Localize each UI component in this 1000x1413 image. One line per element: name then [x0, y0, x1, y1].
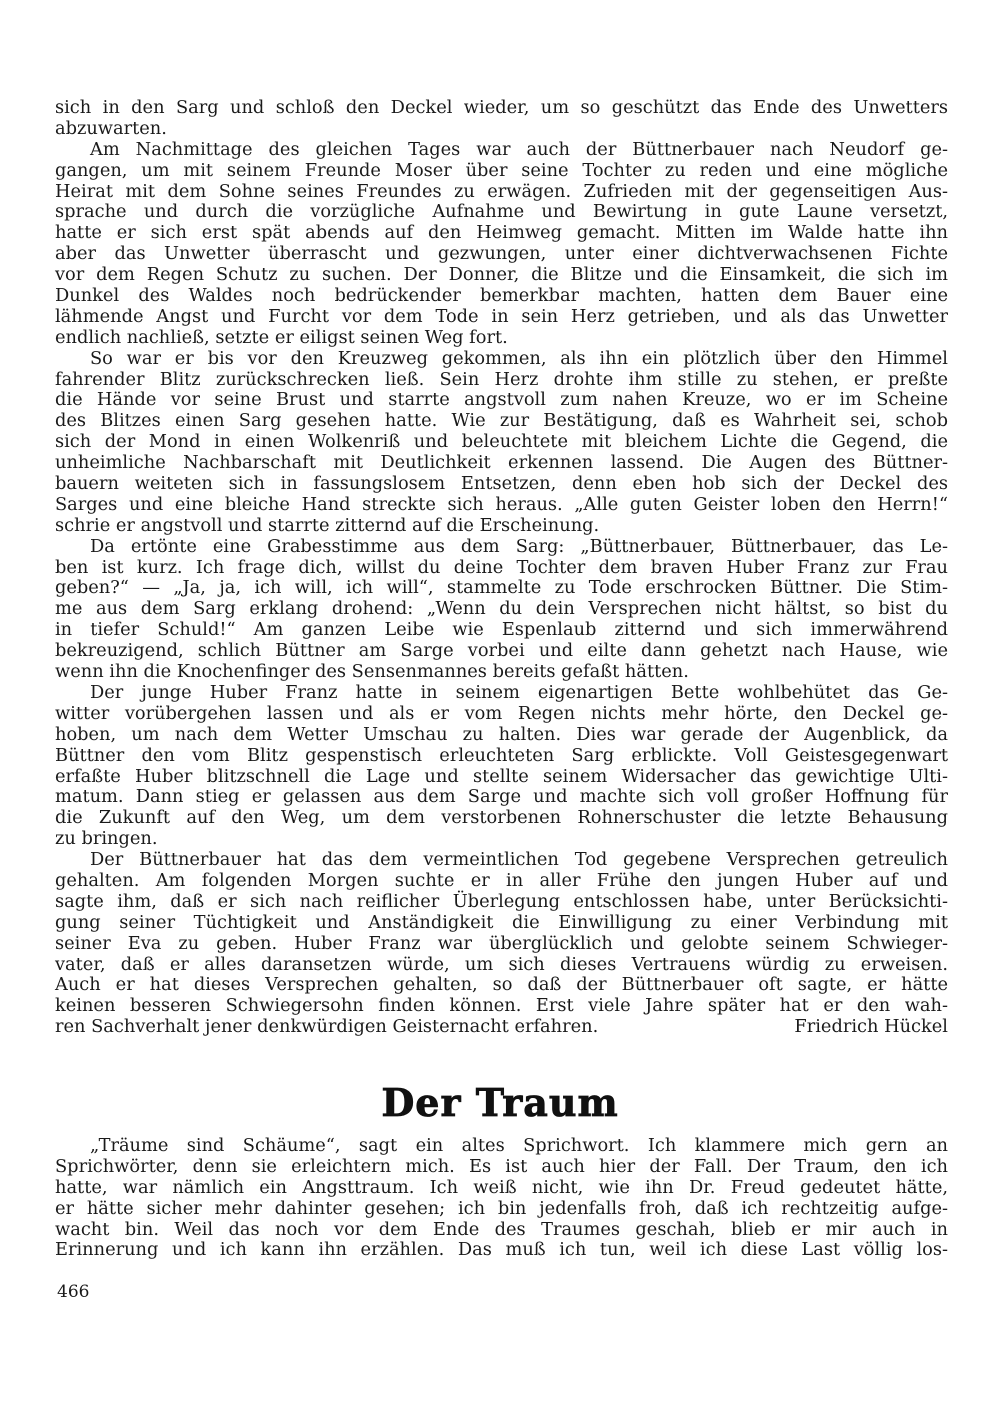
text-line: unheimliche Nachbarschaft mit Deutlichkeit erkennen lassend. Die Augen des Büttner- — [55, 452, 948, 474]
text-line: Sprichwörter, denn sie erleichtern mich. Es ist auch hier der Fall. Der Traum, den ich — [55, 1155, 948, 1177]
text-line: keinen besseren Schwiegersohn finden können. Erst viele Jahre später hat er den wah- — [55, 995, 948, 1017]
text-line: Am Nachmittage des gleichen Tages war auch der Büttnerbauer nach Neudorf ge- — [90, 138, 948, 160]
text-line: hatte er sich erst spät abends auf den Heimweg gemacht. Mitten im Walde hatte ihn — [55, 222, 948, 244]
text-line: wacht bin. Weil das noch vor dem Ende des Traumes geschah, blieb er mir auch in — [55, 1218, 948, 1240]
text-line: witter vorübergehen lassen und als er vom Regen nichts mehr hörte, den Deckel ge- — [55, 702, 948, 724]
section-title: Der Traum — [381, 1080, 619, 1125]
text-line: Auch er hat dieses Versprechen gehalten, so daß der Büttnerbauer oft sagte, er hätte — [55, 974, 948, 996]
text-line: sprache und durch die vorzügliche Aufnahme und Bewirtung in gute Laune versetzt, — [55, 201, 948, 223]
page-number: 466 — [57, 1282, 90, 1302]
text-line: schrie er angstvoll und starrte zitternd auf die Erscheinung. — [55, 514, 600, 536]
text-line: endlich nachließ, setzte er eiligst seinen Weg fort. — [55, 326, 508, 348]
text-line: die Zukunft auf den Weg, um dem verstorbenen Rohnerschuster die letzte Behausung — [55, 807, 948, 829]
text-line: „Träume sind Schäume“, sagt ein altes Sprichwort. Ich klammere mich gern an — [90, 1135, 948, 1156]
text-line: er hätte sicher mehr dahinter gesehen; ich bin jedenfalls froh, daß ich rechtzeitig aufge- — [55, 1197, 948, 1219]
signature-line — [55, 1017, 948, 1038]
text-line: bekreuzigend, schlich Büttner am Sarge vorbei und eilte dann gehetzt nach Hause, wie — [55, 640, 948, 662]
text-line: zu bringen. — [55, 828, 158, 850]
text-line: gung seiner Tüchtigkeit und Anständigkeit die Einwilligung zu einer Verbindung mit — [55, 911, 948, 933]
text-line: erfaßte Huber blitzschnell die Lage und stellte seinem Widersacher das gewichtige Ulti- — [55, 765, 948, 787]
article-body — [55, 98, 948, 1038]
text-line: seiner Eva zu geben. Huber Franz war überglücklich und gelobte seinem Schwieger- — [55, 932, 948, 954]
text-line: aber das Unwetter überrascht und gezwungen, unter einer dichtverwachsenen Fichte — [55, 243, 948, 265]
text-line: des Blitzes einen Sarg gesehen hatte. Wie zur Bestätigung, daß es Wahrheit sei, schob — [55, 410, 948, 432]
text-line: sagte ihm, daß er sich nach reiflicher Überlegung entschlossen habe, unter Berücksichti- — [55, 890, 948, 912]
text-line: wenn ihn die Knochenfinger des Sensenmannes bereits gefaßt hätten. — [55, 661, 689, 683]
text-line: Sarges und eine bleiche Hand streckte sich heraus. „Alle guten Geister loben den Herrn!“ — [55, 493, 948, 515]
text-line: abzuwarten. — [55, 117, 167, 139]
text-line: geben?“ — „Ja, ja, ich will, ich will“, stammelte zu Tode erschrocken Büttner. Die Stim- — [55, 577, 948, 599]
text-line: bauern weiteten sich in fassungslosem Entsetzen, denn eben hob sich der Deckel des — [55, 473, 948, 495]
text-line: lähmende Angst und Furcht vor dem Tode in sein Herz getrieben, und als das Unwetter — [55, 305, 948, 327]
text-line: hoben, um nach dem Wetter Umschau zu halten. Dies war gerade der Augenblick, da — [55, 723, 948, 745]
text-line: vater, daß er alles daransetzen würde, um sich dieses Vertrauens würdig zu erweisen. — [55, 953, 948, 975]
text-line: in tiefer Schuld!“ Am ganzen Leibe wie Espenlaub zitternd und sich immerwährend — [55, 619, 948, 641]
text-line: sich in den Sarg und schloß den Deckel wieder, um so geschützt das Ende des Unwetters — [55, 97, 948, 118]
text-line: Der Büttnerbauer hat das dem vermeintlichen Tod gegebene Versprechen getreulich — [90, 849, 948, 871]
text-line: gehalten. Am folgenden Morgen suchte er in aller Frühe den jungen Huber auf und — [55, 869, 948, 891]
text-line: gangen, um mit seinem Freunde Moser über seine Tochter zu reden und eine mögliche — [55, 159, 948, 181]
text-line: Erinnerung und ich kann ihn erzählen. Das muß ich tun, weil ich diese Last völlig los- — [55, 1239, 948, 1261]
text-line: me aus dem Sarg erklang drohend: „Wenn du dein Versprechen nicht hältst, so bist du — [55, 598, 948, 620]
text-line: vor dem Regen Schutz zu suchen. Der Donner, die Blitze und die Einsamkeit, die sich im — [55, 264, 948, 286]
text-line: Der junge Huber Franz hatte in seinem eigenartigen Bette wohlbehütet das Ge- — [90, 681, 948, 703]
text-line: die Hände vor seine Brust und starrte angstvoll zum nahen Kreuze, wo er im Scheine — [55, 389, 948, 411]
section-body — [55, 1136, 948, 1261]
author-signature: Friedrich Hückel — [794, 1016, 948, 1038]
text-line: ben ist kurz. Ich frage dich, willst du deine Tochter dem braven Huber Franz zur Frau — [55, 556, 948, 578]
text-line: hatte, war nämlich ein Angsttraum. Ich weiß nicht, wie ihn Dr. Freud gedeutet hätte, — [55, 1176, 948, 1198]
text-line: Heirat mit dem Sohne seines Freundes zu erwägen. Zufrieden mit der gegenseitigen Aus- — [55, 180, 948, 202]
text-line: ren Sachverhalt jener denkwürdigen Geisternacht erfahren. — [55, 1016, 599, 1038]
text-line: Da ertönte eine Grabesstimme aus dem Sarg: „Büttnerbauer, Büttnerbauer, das Le- — [90, 535, 948, 557]
text-line: sich der Mond in einen Wolkenriß und beleuchtete mit bleichem Lichte die Gegend, die — [55, 431, 948, 453]
text-line: So war er bis vor den Kreuzweg gekommen, als ihn ein plötzlich über den Himmel — [90, 347, 948, 369]
text-line: Büttner den vom Blitz gespenstisch erleuchteten Sarg erblickte. Voll Geistesgegenwart — [55, 744, 948, 766]
text-line: matum. Dann stieg er gelassen aus dem Sarge und machte sich voll großer Hoffnung für — [55, 786, 948, 808]
text-line: fahrender Blitz zurückschrecken ließ. Sein Herz drohte ihm stille zu stehen, er preßte — [55, 368, 948, 390]
text-line: Dunkel des Waldes noch bedrückender bemerkbar machten, hatten dem Bauer eine — [55, 285, 948, 307]
